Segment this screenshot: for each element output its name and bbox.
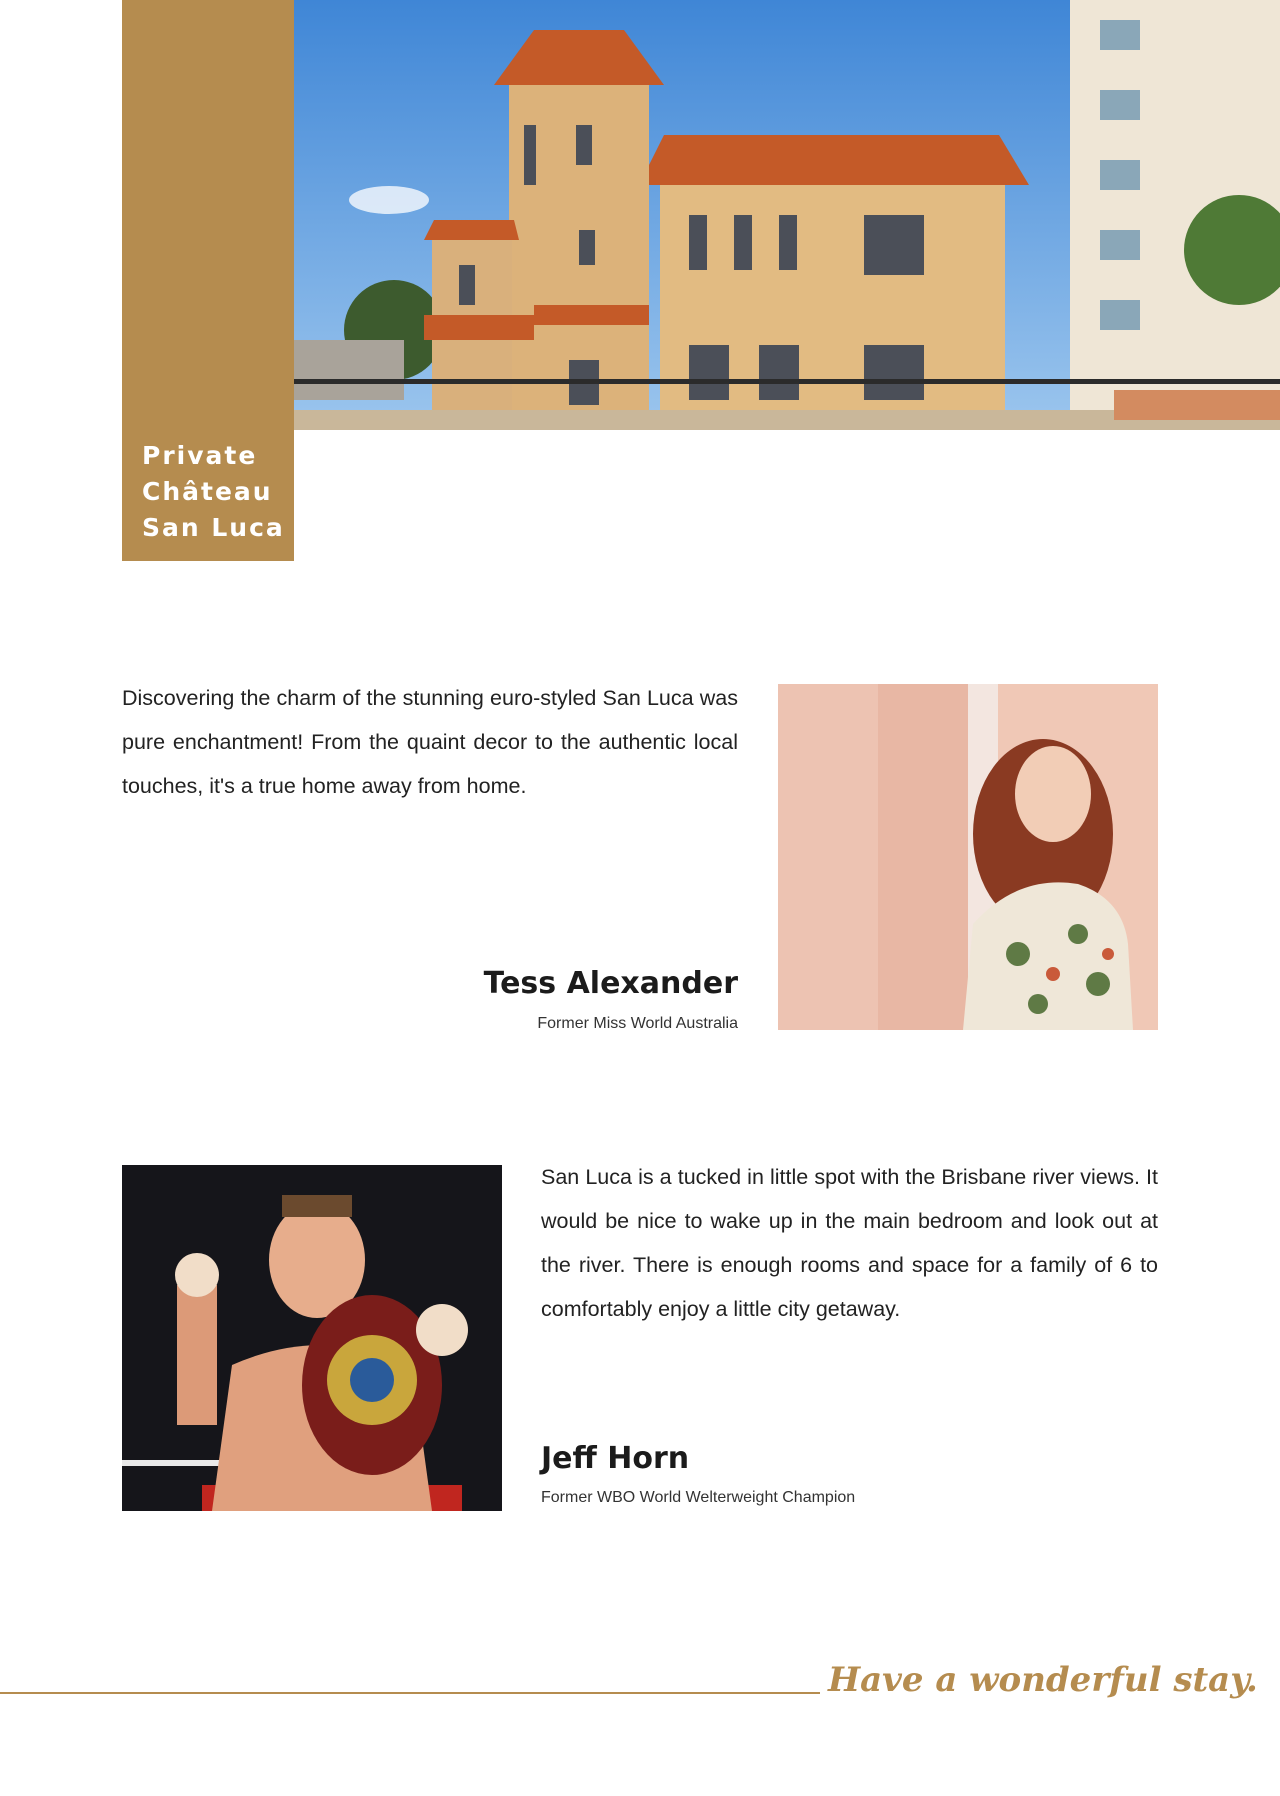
- chateau-photo: [294, 0, 1280, 430]
- property-title: [142, 438, 292, 546]
- testimonial-name-1: Tess Alexander: [483, 966, 738, 1001]
- testimonial-role-1: Former Miss World Australia: [537, 1015, 738, 1032]
- testimonial-name-2: Jeff Horn: [541, 1441, 690, 1476]
- footer-signoff: Have a wonderful stay.: [828, 1660, 1258, 1700]
- portrait-photo-2: [122, 1165, 502, 1511]
- footer-divider: [0, 1692, 820, 1694]
- testimonial-role-2: Former WBO World Welterweight Champion: [541, 1489, 856, 1506]
- title-line-3: San Luca: [142, 513, 285, 542]
- testimonial-quote-2: San Luca is a tucked in little spot with the Brisbane river views. It would be nice to wake up in the main bedroom and look out at the river. There is enough rooms and space for a family of 6 to comfortably enjoy a little city getaway.: [541, 1165, 1158, 1321]
- title-line-2: Château: [142, 477, 273, 506]
- title-line-1: Private: [142, 441, 258, 470]
- portrait-photo-1: [778, 684, 1158, 1030]
- testimonial-quote-1: Discovering the charm of the stunning euro-styled San Luca was pure enchantment! From the quaint decor to the authentic local touches, it's a true home away from home.: [122, 686, 738, 798]
